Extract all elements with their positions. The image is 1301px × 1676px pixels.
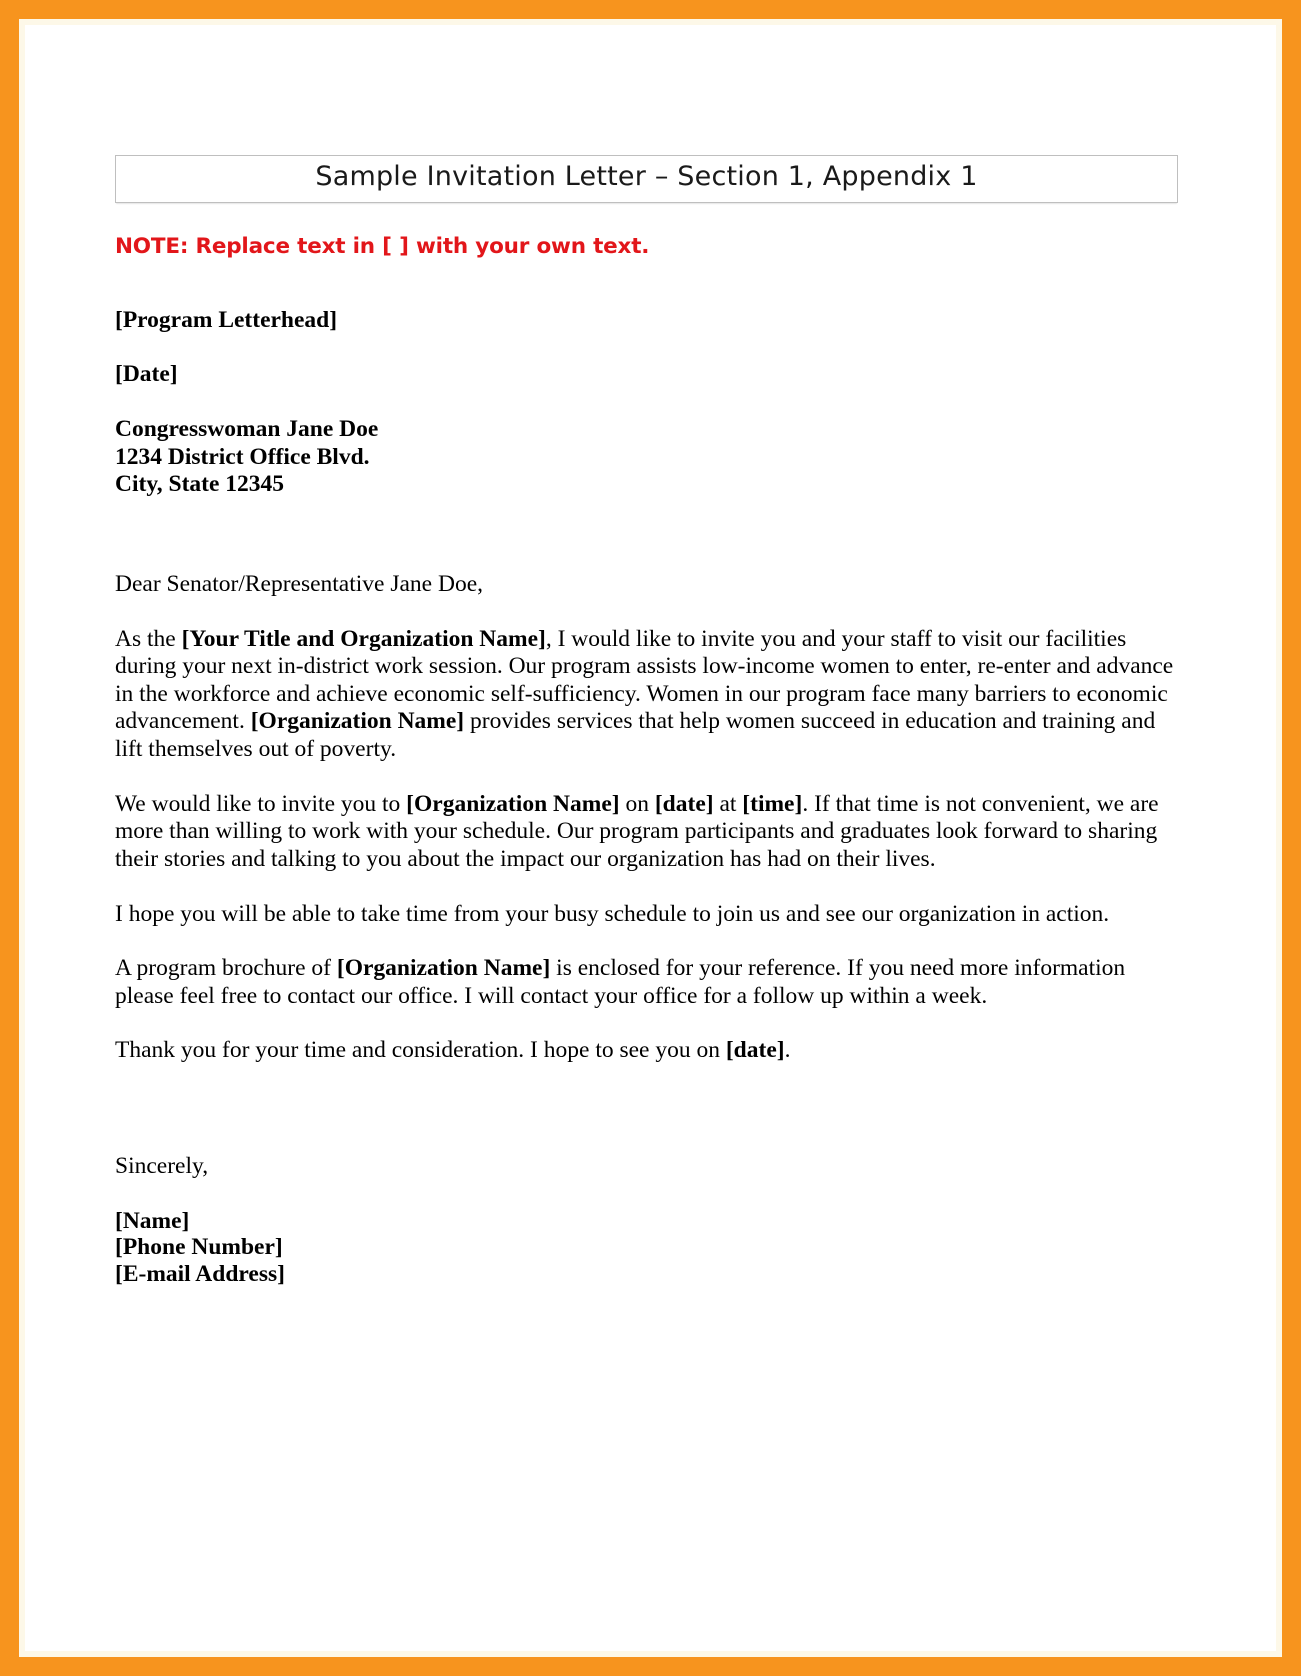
recipient-name: Congresswoman Jane Doe [115, 415, 379, 442]
p2-text-2: on [619, 790, 655, 817]
signature-name-placeholder: [Name] [115, 1207, 190, 1234]
p5-text-2: . [784, 1037, 791, 1064]
spacer [115, 1181, 1180, 1208]
signature-phone-placeholder: [Phone Number] [115, 1234, 283, 1261]
p2-text-3: at [713, 790, 743, 817]
recipient-address-block [115, 416, 1180, 499]
spacer [115, 928, 1180, 955]
paragraph-3: I hope you will be able to take time from your busy schedule to join us and see our organization in action. [115, 900, 1110, 927]
letter-content [115, 155, 1180, 1288]
spacer [115, 1010, 1180, 1037]
p2-placeholder-date: [date] [654, 790, 714, 817]
p1-text-2: , I would like to invite you and your staff to visit our facilities during your next in-district work session. Our program assists low-income women to enter, re-enter and advance in the workforce and achieve economic self-sufficiency. Women in our program face many barriers to economic advancement. [115, 625, 1174, 735]
letter-body [115, 307, 1180, 1288]
p1-placeholder-org: [Organization Name] [250, 708, 465, 735]
p4-placeholder-org: [Organization Name] [336, 955, 551, 982]
page-sheet [25, 25, 1276, 1651]
p4-text-1: A program brochure of [115, 955, 337, 982]
p2-placeholder-time: [time] [742, 790, 803, 817]
p2-text-1: We would like to invite you to [115, 790, 407, 817]
paragraph-1 [115, 626, 1180, 764]
salutation: Dear Senator/Representative Jane Doe, [115, 571, 484, 598]
p5-placeholder-date: [date] [725, 1037, 785, 1064]
spacer [115, 1065, 1180, 1153]
p2-placeholder-org: [Organization Name] [406, 790, 620, 817]
paragraph-4 [115, 955, 1180, 1010]
p1-text-1: As the [115, 625, 182, 652]
spacer [115, 334, 1180, 361]
recipient-city-state-zip: City, State 12345 [115, 471, 285, 498]
replace-text-note: NOTE: Replace text in [ ] with your own text. [115, 233, 650, 259]
program-letterhead-placeholder: [Program Letterhead] [115, 306, 338, 333]
closing-salutation: Sincerely, [115, 1152, 209, 1179]
spacer [115, 874, 1180, 901]
p2-text-4: . If that time is not convenient, we are more than willing to work with your schedule. Our program participants and graduates look forward to sharing their stories and talking to you about the impact our organization has had on their lives. [115, 790, 1159, 872]
p4-text-2: is enclosed for your reference. If you need more information please feel free to contact our office. I will contact your office for a follow up within a week. [115, 955, 1126, 1009]
title-box [115, 155, 1178, 203]
recipient-street: 1234 District Office Blvd. [115, 443, 370, 470]
spacer [115, 599, 1180, 626]
spacer [115, 389, 1180, 416]
paragraph-2 [115, 791, 1180, 874]
page-title: Sample Invitation Letter – Section 1, Appendix 1 [315, 161, 978, 192]
paragraph-5 [115, 1037, 1180, 1065]
signature-email-placeholder: [E-mail Address] [115, 1261, 285, 1288]
date-placeholder: [Date] [115, 361, 178, 388]
p1-placeholder-title-org: [Your Title and Organization Name] [181, 625, 546, 652]
spacer [115, 764, 1180, 791]
p5-text-1: Thank you for your time and consideration. I hope to see you on [115, 1037, 726, 1064]
spacer [115, 499, 1180, 571]
signature-block [115, 1208, 1180, 1288]
p1-text-3: provides services that help women succeed in education and training and lift themselves out of poverty. [115, 708, 1156, 763]
